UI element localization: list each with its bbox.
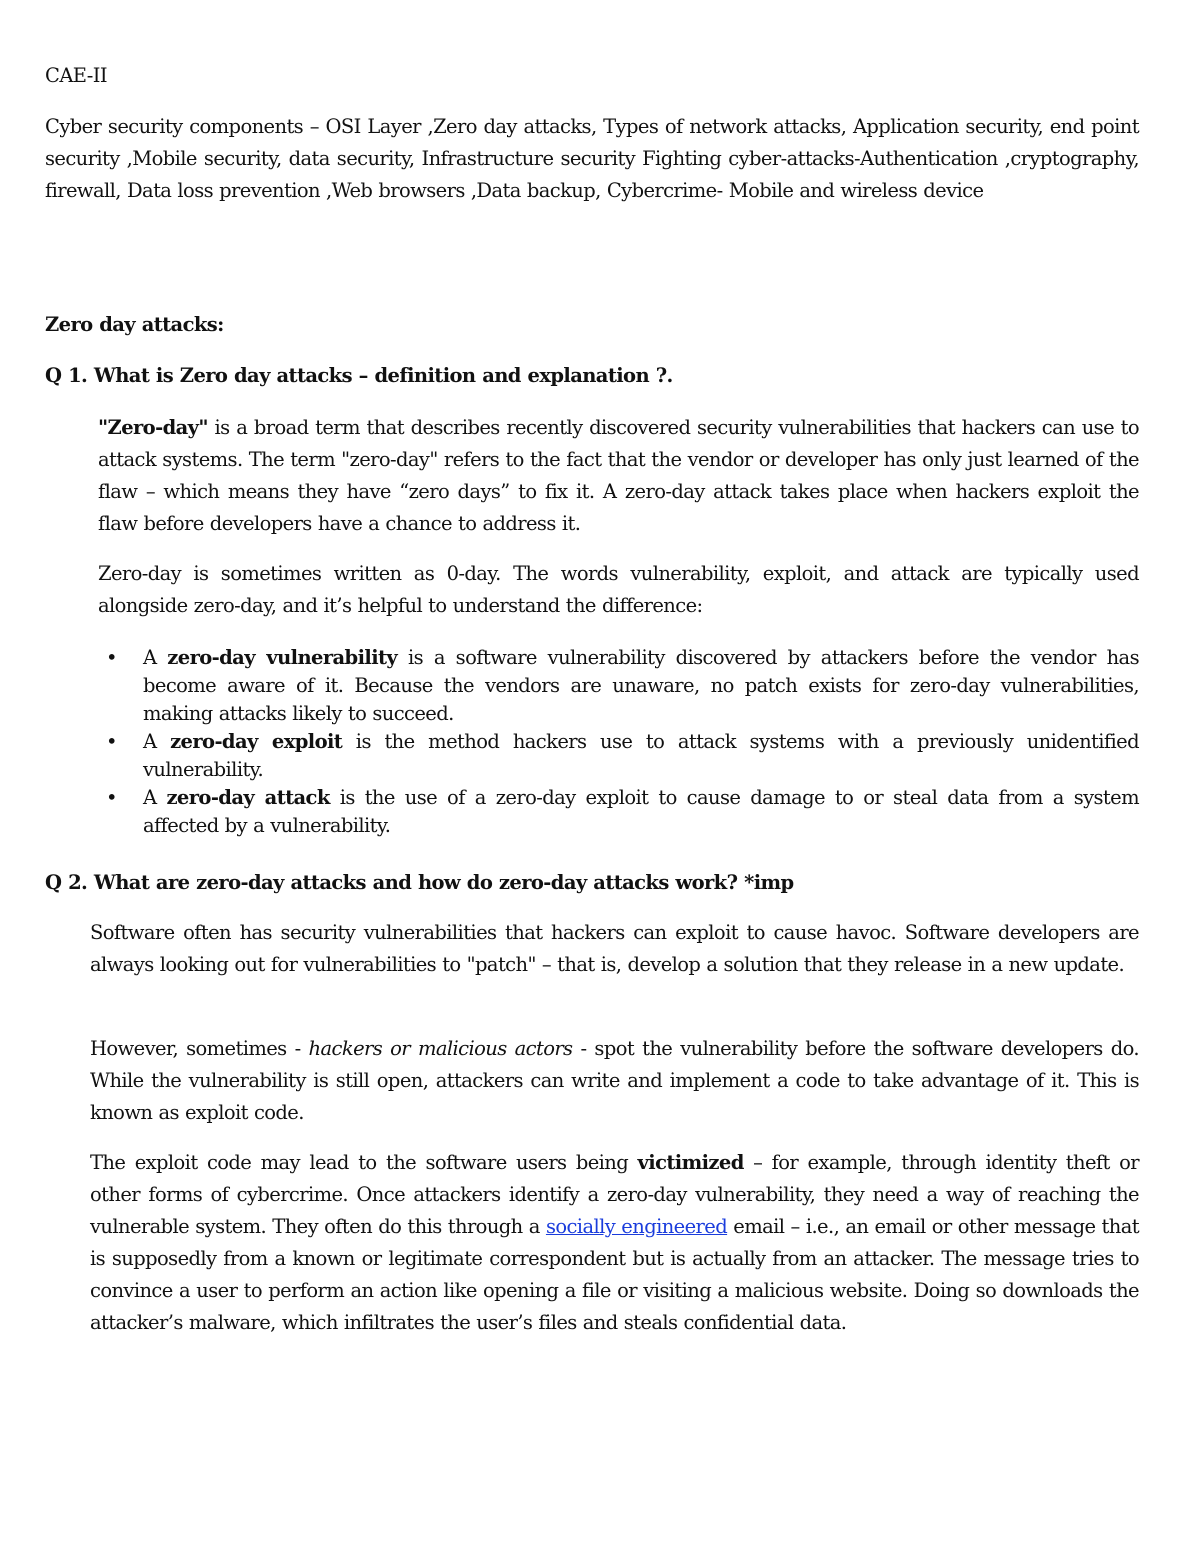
bullet-icon: • xyxy=(106,646,117,669)
q2-title-text: Q 2. What are zero-day attacks and how do zero-day attacks work? *imp xyxy=(45,871,794,894)
list-item-prefix: A xyxy=(143,786,167,809)
q2-p3-middle: – for example, through identity theft or other forms of cybercrime. Once attackers identify a zero-day vulnerability, they need a way of reaching the vulnerable system. They often do this through a xyxy=(90,1151,1140,1238)
q1-paragraph-2: Zero-day is sometimes written as 0-day. The words vulnerability, exploit, and attack are typically used alongside zero-day, and it’s helpful to understand the difference: xyxy=(98,562,1139,617)
list-item xyxy=(106,784,1139,840)
list-item-text: is a software vulnerability discovered by attackers before the vendor has become aware of it. Because the vendors are unaware, no patch exists for zero-day vulnerabilities, making attacks likely to succeed. xyxy=(143,646,1139,725)
bullet-icon: • xyxy=(106,730,117,753)
q2-p2-italic: hackers or malicious actors xyxy=(308,1037,573,1060)
list-item xyxy=(106,728,1139,784)
list-item xyxy=(106,644,1139,728)
bullet-icon: • xyxy=(106,786,117,809)
definition-list xyxy=(106,644,1139,840)
q2-p2-prefix: However, sometimes - xyxy=(90,1037,309,1060)
section-title xyxy=(45,309,1139,341)
section-title-text: Zero day attacks: xyxy=(45,313,224,336)
q2-paragraph-1: Software often has security vulnerabilities that hackers can exploit to cause havoc. Software developers are always looking out for vulnerabilities to "patch" – that is, develop a solution that they release in a new update. xyxy=(90,921,1139,976)
q1-p1-text: is a broad term that describes recently discovered security vulnerabilities that hackers can use to attack systems. The term "zero-day" refers to the fact that the vendor or developer has only just learned of the flaw – which means they have “zero days” to fix it. A zero-day attack takes place when hackers exploit the flaw before developers have a chance to address it. xyxy=(98,416,1139,535)
q1-title-text: Q 1. What is Zero day attacks – definition and explanation ?. xyxy=(45,364,673,387)
list-item-prefix: A xyxy=(143,646,168,669)
list-item-term: zero-day vulnerability xyxy=(167,646,398,669)
list-item-term: zero-day exploit xyxy=(170,730,343,753)
q1-title xyxy=(45,360,1139,392)
q2-title xyxy=(45,867,1139,899)
q2-p3-bold: victimized xyxy=(637,1151,744,1174)
q2-p3-text: email – i.e., an email or other message that is supposedly from a known or legitimate correspondent but is actually from an attacker. The message tries to convince a user to perform an action like opening a file or visiting a malicious website. Doing so downloads the attacker’s malware, which infiltrates the user’s files and steals confidential data. xyxy=(90,1215,1139,1334)
q2-p3-prefix: The exploit code may lead to the software users being xyxy=(90,1151,638,1174)
q1-p1-bold: "Zero-day" xyxy=(98,416,208,439)
list-item-term: zero-day attack xyxy=(166,786,330,809)
q2-paragraph-2 xyxy=(90,1033,1139,1129)
q1-paragraph-1 xyxy=(98,412,1139,540)
list-item-text: is the use of a zero-day exploit to cause damage to or steal data from a system affected by a vulnerability. xyxy=(143,786,1139,837)
list-item-prefix: A xyxy=(143,730,171,753)
document-code: CAE-II xyxy=(45,64,107,87)
q2-paragraph-3 xyxy=(90,1147,1139,1339)
list-item-text: is the method hackers use to attack systems with a previously unidentified vulnerability. xyxy=(143,730,1139,781)
syllabus-paragraph: Cyber security components – OSI Layer ,Zero day attacks, Types of network attacks, Application security, end point security ,Mobile security, data security, Infrastructure security Fighting cyber-attacks-Authentication ,cryptography, firewall, Data loss prevention ,Web browsers ,Data backup, Cybercrime- Mobile and wireless device xyxy=(45,115,1139,202)
q2-p2-text: - spot the vulnerability before the software developers do. While the vulnerability is still open, attackers can write and implement a code to take advantage of it. This is known as exploit code. xyxy=(90,1037,1139,1124)
socially-engineered-link[interactable]: socially engineered xyxy=(545,1215,728,1238)
